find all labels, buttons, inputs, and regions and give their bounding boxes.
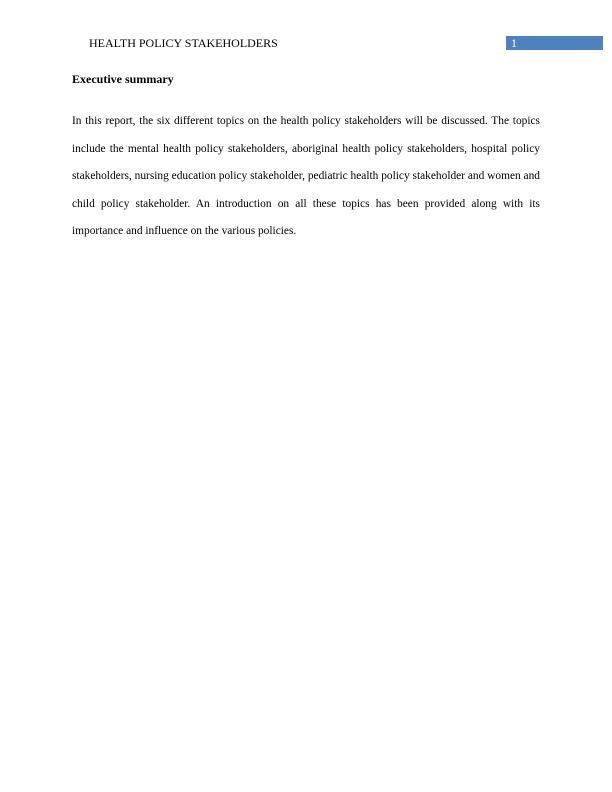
body-paragraph: In this report, the six different topics on the health policy stakeholders will be discussed. The topics include the mental health policy stakeholders, aboriginal health policy stakeholders, hospital policy stakeholders, nursing education policy stakeholder, pediatric health policy stakeholder and women and child policy stakeholder. An introduction on all these topics has been provided along with its importance and influence on the various policies. <box>72 115 541 238</box>
running-header: HEALTH POLICY STAKEHOLDERS <box>89 36 278 50</box>
page-number: 1 <box>506 36 603 50</box>
section-heading: Executive summary <box>72 72 174 86</box>
